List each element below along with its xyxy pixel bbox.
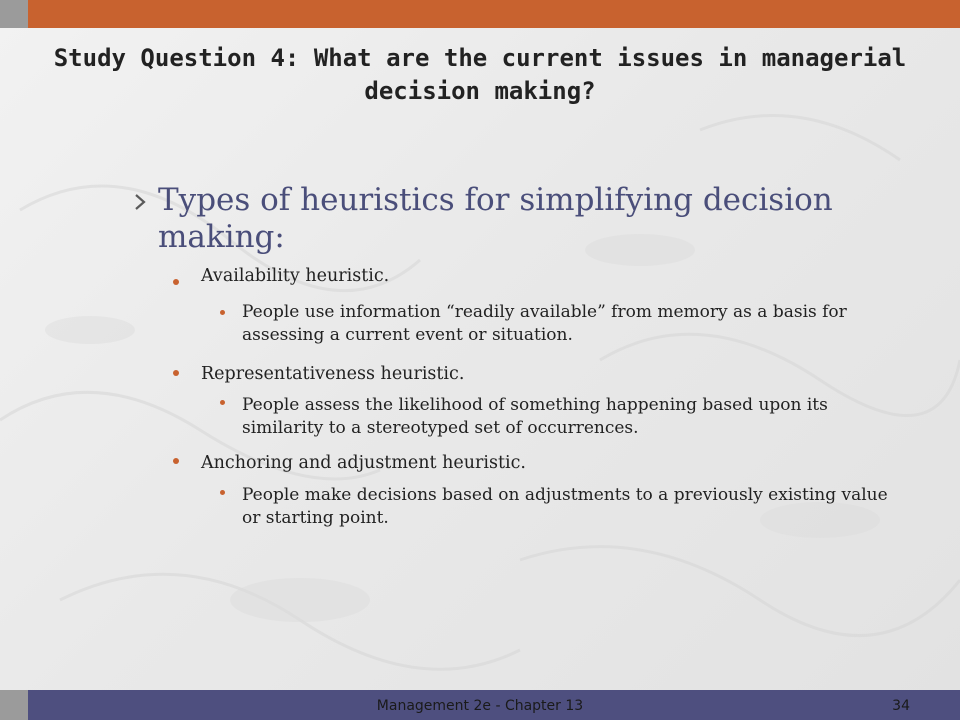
heuristic-detail-availability: People use information “readily available” from memory as a basis for assessing a current event or situation. — [242, 302, 847, 345]
heuristic-detail-representativeness: People assess the likelihood of something happening based upon its similarity to a stereotyped set of occurrences. — [242, 395, 828, 438]
heading-bullet: Types of heuristics for simplifying decision making: — [158, 182, 833, 255]
dot-bullet-icon — [173, 370, 179, 376]
dot-bullet-icon — [220, 400, 225, 405]
slide-title: Study Question 4: What are the current issues in managerial decision making? — [53, 44, 907, 105]
arrow-bullet-icon — [133, 193, 147, 211]
heuristic-label-representativeness: Representativeness heuristic. — [201, 364, 465, 384]
dot-bullet-icon — [173, 458, 179, 464]
page-number: 34 — [892, 698, 910, 714]
dot-bullet-icon — [220, 310, 225, 315]
footer-text: Management 2e - Chapter 13 — [376, 698, 584, 714]
heuristic-label-anchoring: Anchoring and adjustment heuristic. — [201, 453, 526, 473]
heuristic-detail-anchoring: People make decisions based on adjustments to a previously existing value or starting point. — [242, 485, 888, 528]
heuristic-label-availability: Availability heuristic. — [201, 266, 390, 286]
dot-bullet-icon — [220, 490, 225, 495]
dot-bullet-icon — [173, 279, 179, 285]
